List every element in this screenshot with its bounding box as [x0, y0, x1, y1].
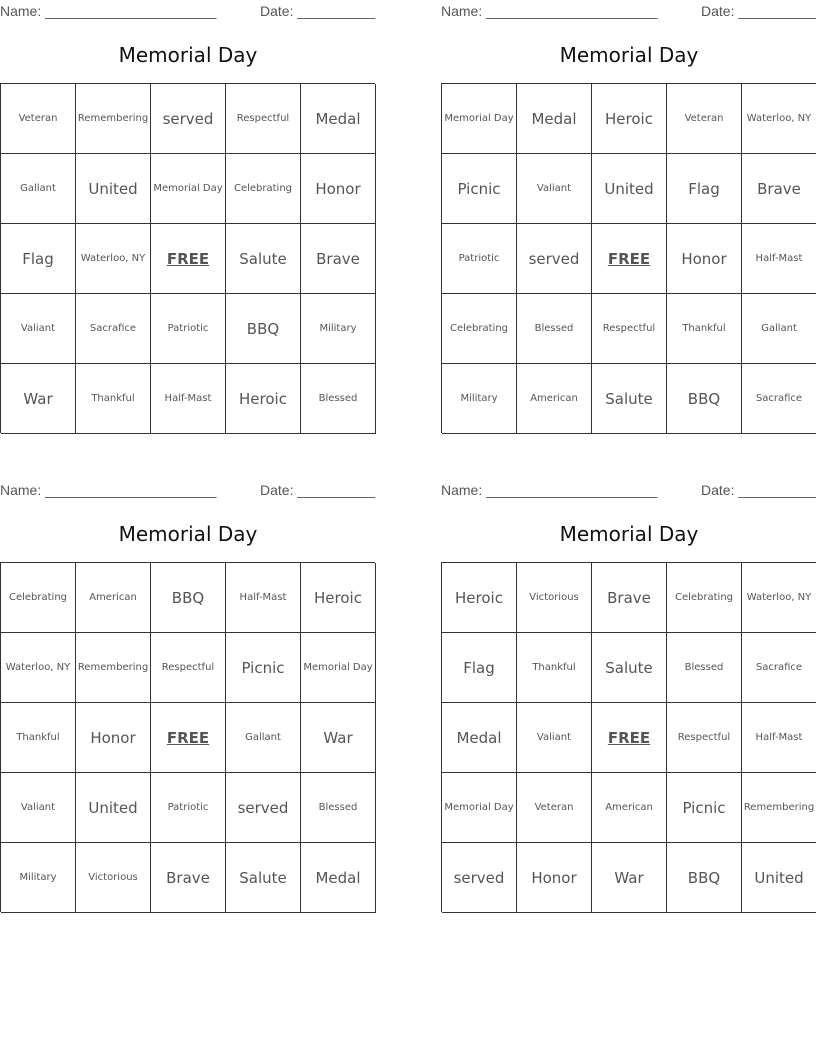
- bingo-cell: Thankful: [76, 364, 151, 434]
- bingo-cell: served: [442, 843, 517, 913]
- bingo-cell: Thankful: [517, 633, 592, 703]
- card-header: [441, 479, 816, 501]
- bingo-cell: Valiant: [1, 773, 76, 843]
- bingo-card: [0, 0, 376, 408]
- bingo-cell: Gallant: [226, 703, 301, 773]
- date-field[interactable]: Date: __________: [260, 3, 376, 19]
- bingo-cell: Military: [1, 843, 76, 913]
- bingo-card: [441, 479, 816, 887]
- bingo-cell: BBQ: [667, 843, 742, 913]
- bingo-cell: Blessed: [667, 633, 742, 703]
- bingo-cell: Medal: [301, 84, 376, 154]
- bingo-cell: United: [742, 843, 816, 913]
- name-field[interactable]: Name: ______________________: [0, 3, 217, 19]
- bingo-cell: Waterloo, NY: [1, 633, 76, 703]
- bingo-cell: Respectful: [226, 84, 301, 154]
- bingo-cell: Valiant: [517, 703, 592, 773]
- free-space-cell: FREE: [151, 224, 226, 294]
- bingo-cell: Flag: [1, 224, 76, 294]
- bingo-cell: served: [151, 84, 226, 154]
- bingo-cell: United: [76, 154, 151, 224]
- bingo-cell: Remembering: [76, 84, 151, 154]
- bingo-cell: Waterloo, NY: [742, 563, 816, 633]
- date-field[interactable]: Date: __________: [701, 482, 816, 498]
- bingo-cell: Valiant: [1, 294, 76, 364]
- bingo-cell: Victorious: [76, 843, 151, 913]
- bingo-cell: Salute: [592, 364, 667, 434]
- bingo-cell: Remembering: [742, 773, 816, 843]
- bingo-cell: Remembering: [76, 633, 151, 703]
- bingo-cell: Memorial Day: [151, 154, 226, 224]
- bingo-cell: United: [592, 154, 667, 224]
- bingo-cell: Salute: [226, 843, 301, 913]
- bingo-grid: [441, 562, 816, 912]
- bingo-cell: Brave: [592, 563, 667, 633]
- bingo-cell: Gallant: [1, 154, 76, 224]
- card-header: [0, 0, 376, 22]
- bingo-cell: Valiant: [517, 154, 592, 224]
- bingo-cell: Military: [442, 364, 517, 434]
- bingo-cell: Heroic: [301, 563, 376, 633]
- name-field[interactable]: Name: ______________________: [441, 482, 658, 498]
- bingo-cell: Heroic: [226, 364, 301, 434]
- bingo-cell: Honor: [517, 843, 592, 913]
- bingo-cell: Thankful: [1, 703, 76, 773]
- bingo-cell: Honor: [667, 224, 742, 294]
- name-field[interactable]: Name: ______________________: [0, 482, 217, 498]
- bingo-cell: Celebrating: [1, 563, 76, 633]
- bingo-cell: Flag: [442, 633, 517, 703]
- bingo-cell: War: [301, 703, 376, 773]
- bingo-cell: Flag: [667, 154, 742, 224]
- bingo-cell: Picnic: [667, 773, 742, 843]
- bingo-cell: Thankful: [667, 294, 742, 364]
- bingo-cell: Veteran: [1, 84, 76, 154]
- bingo-cell: Half-Mast: [226, 563, 301, 633]
- bingo-cell: Half-Mast: [742, 703, 816, 773]
- bingo-cell: Respectful: [667, 703, 742, 773]
- bingo-cell: American: [76, 563, 151, 633]
- bingo-cell: Memorial Day: [301, 633, 376, 703]
- bingo-cell: Brave: [301, 224, 376, 294]
- card-header: [441, 0, 816, 22]
- card-title: Memorial Day: [118, 522, 258, 546]
- bingo-grid: [441, 83, 816, 433]
- bingo-cell: served: [517, 224, 592, 294]
- bingo-cell: Brave: [151, 843, 226, 913]
- bingo-grid: [0, 83, 375, 433]
- free-space-cell: FREE: [592, 224, 667, 294]
- card-header: [0, 479, 376, 501]
- bingo-cell: War: [1, 364, 76, 434]
- bingo-cell: War: [592, 843, 667, 913]
- bingo-cell: Gallant: [742, 294, 816, 364]
- bingo-cell: Medal: [442, 703, 517, 773]
- bingo-cell: Victorious: [517, 563, 592, 633]
- bingo-cell: Blessed: [301, 364, 376, 434]
- free-space-cell: FREE: [151, 703, 226, 773]
- bingo-cell: Sacrafice: [742, 633, 816, 703]
- bingo-cell: Blessed: [301, 773, 376, 843]
- bingo-cell: American: [517, 364, 592, 434]
- card-title: Memorial Day: [559, 522, 699, 546]
- bingo-cell: Honor: [76, 703, 151, 773]
- bingo-cell: Patriotic: [151, 773, 226, 843]
- bingo-cell: Respectful: [592, 294, 667, 364]
- bingo-cell: Heroic: [592, 84, 667, 154]
- bingo-cell: Picnic: [442, 154, 517, 224]
- bingo-cell: Patriotic: [151, 294, 226, 364]
- bingo-cell: Memorial Day: [442, 773, 517, 843]
- card-title: Memorial Day: [559, 43, 699, 67]
- bingo-cell: Salute: [592, 633, 667, 703]
- name-field[interactable]: Name: ______________________: [441, 3, 658, 19]
- bingo-cell: BBQ: [667, 364, 742, 434]
- bingo-cell: Celebrating: [667, 563, 742, 633]
- bingo-cell: Medal: [301, 843, 376, 913]
- bingo-cell: Sacrafice: [742, 364, 816, 434]
- bingo-cell: Sacrafice: [76, 294, 151, 364]
- bingo-cell: Half-Mast: [151, 364, 226, 434]
- bingo-cell: United: [76, 773, 151, 843]
- bingo-cell: Veteran: [517, 773, 592, 843]
- bingo-cell: Celebrating: [226, 154, 301, 224]
- bingo-cell: Patriotic: [442, 224, 517, 294]
- bingo-cell: Military: [301, 294, 376, 364]
- bingo-cell: Honor: [301, 154, 376, 224]
- free-space-cell: FREE: [592, 703, 667, 773]
- bingo-cell: Picnic: [226, 633, 301, 703]
- bingo-card: [0, 479, 376, 887]
- bingo-cell: Heroic: [442, 563, 517, 633]
- bingo-cell: Brave: [742, 154, 816, 224]
- bingo-cell: American: [592, 773, 667, 843]
- bingo-cell: served: [226, 773, 301, 843]
- date-field[interactable]: Date: __________: [260, 482, 376, 498]
- bingo-cell: Half-Mast: [742, 224, 816, 294]
- date-field[interactable]: Date: __________: [701, 3, 816, 19]
- bingo-card: [441, 0, 816, 408]
- bingo-cell: Waterloo, NY: [742, 84, 816, 154]
- bingo-cell: BBQ: [226, 294, 301, 364]
- bingo-cell: Celebrating: [442, 294, 517, 364]
- bingo-cell: Medal: [517, 84, 592, 154]
- card-title: Memorial Day: [118, 43, 258, 67]
- bingo-cell: BBQ: [151, 563, 226, 633]
- bingo-cell: Salute: [226, 224, 301, 294]
- bingo-cell: Waterloo, NY: [76, 224, 151, 294]
- bingo-cell: Blessed: [517, 294, 592, 364]
- bingo-cell: Respectful: [151, 633, 226, 703]
- bingo-cell: Veteran: [667, 84, 742, 154]
- bingo-cell: Memorial Day: [442, 84, 517, 154]
- bingo-grid: [0, 562, 375, 912]
